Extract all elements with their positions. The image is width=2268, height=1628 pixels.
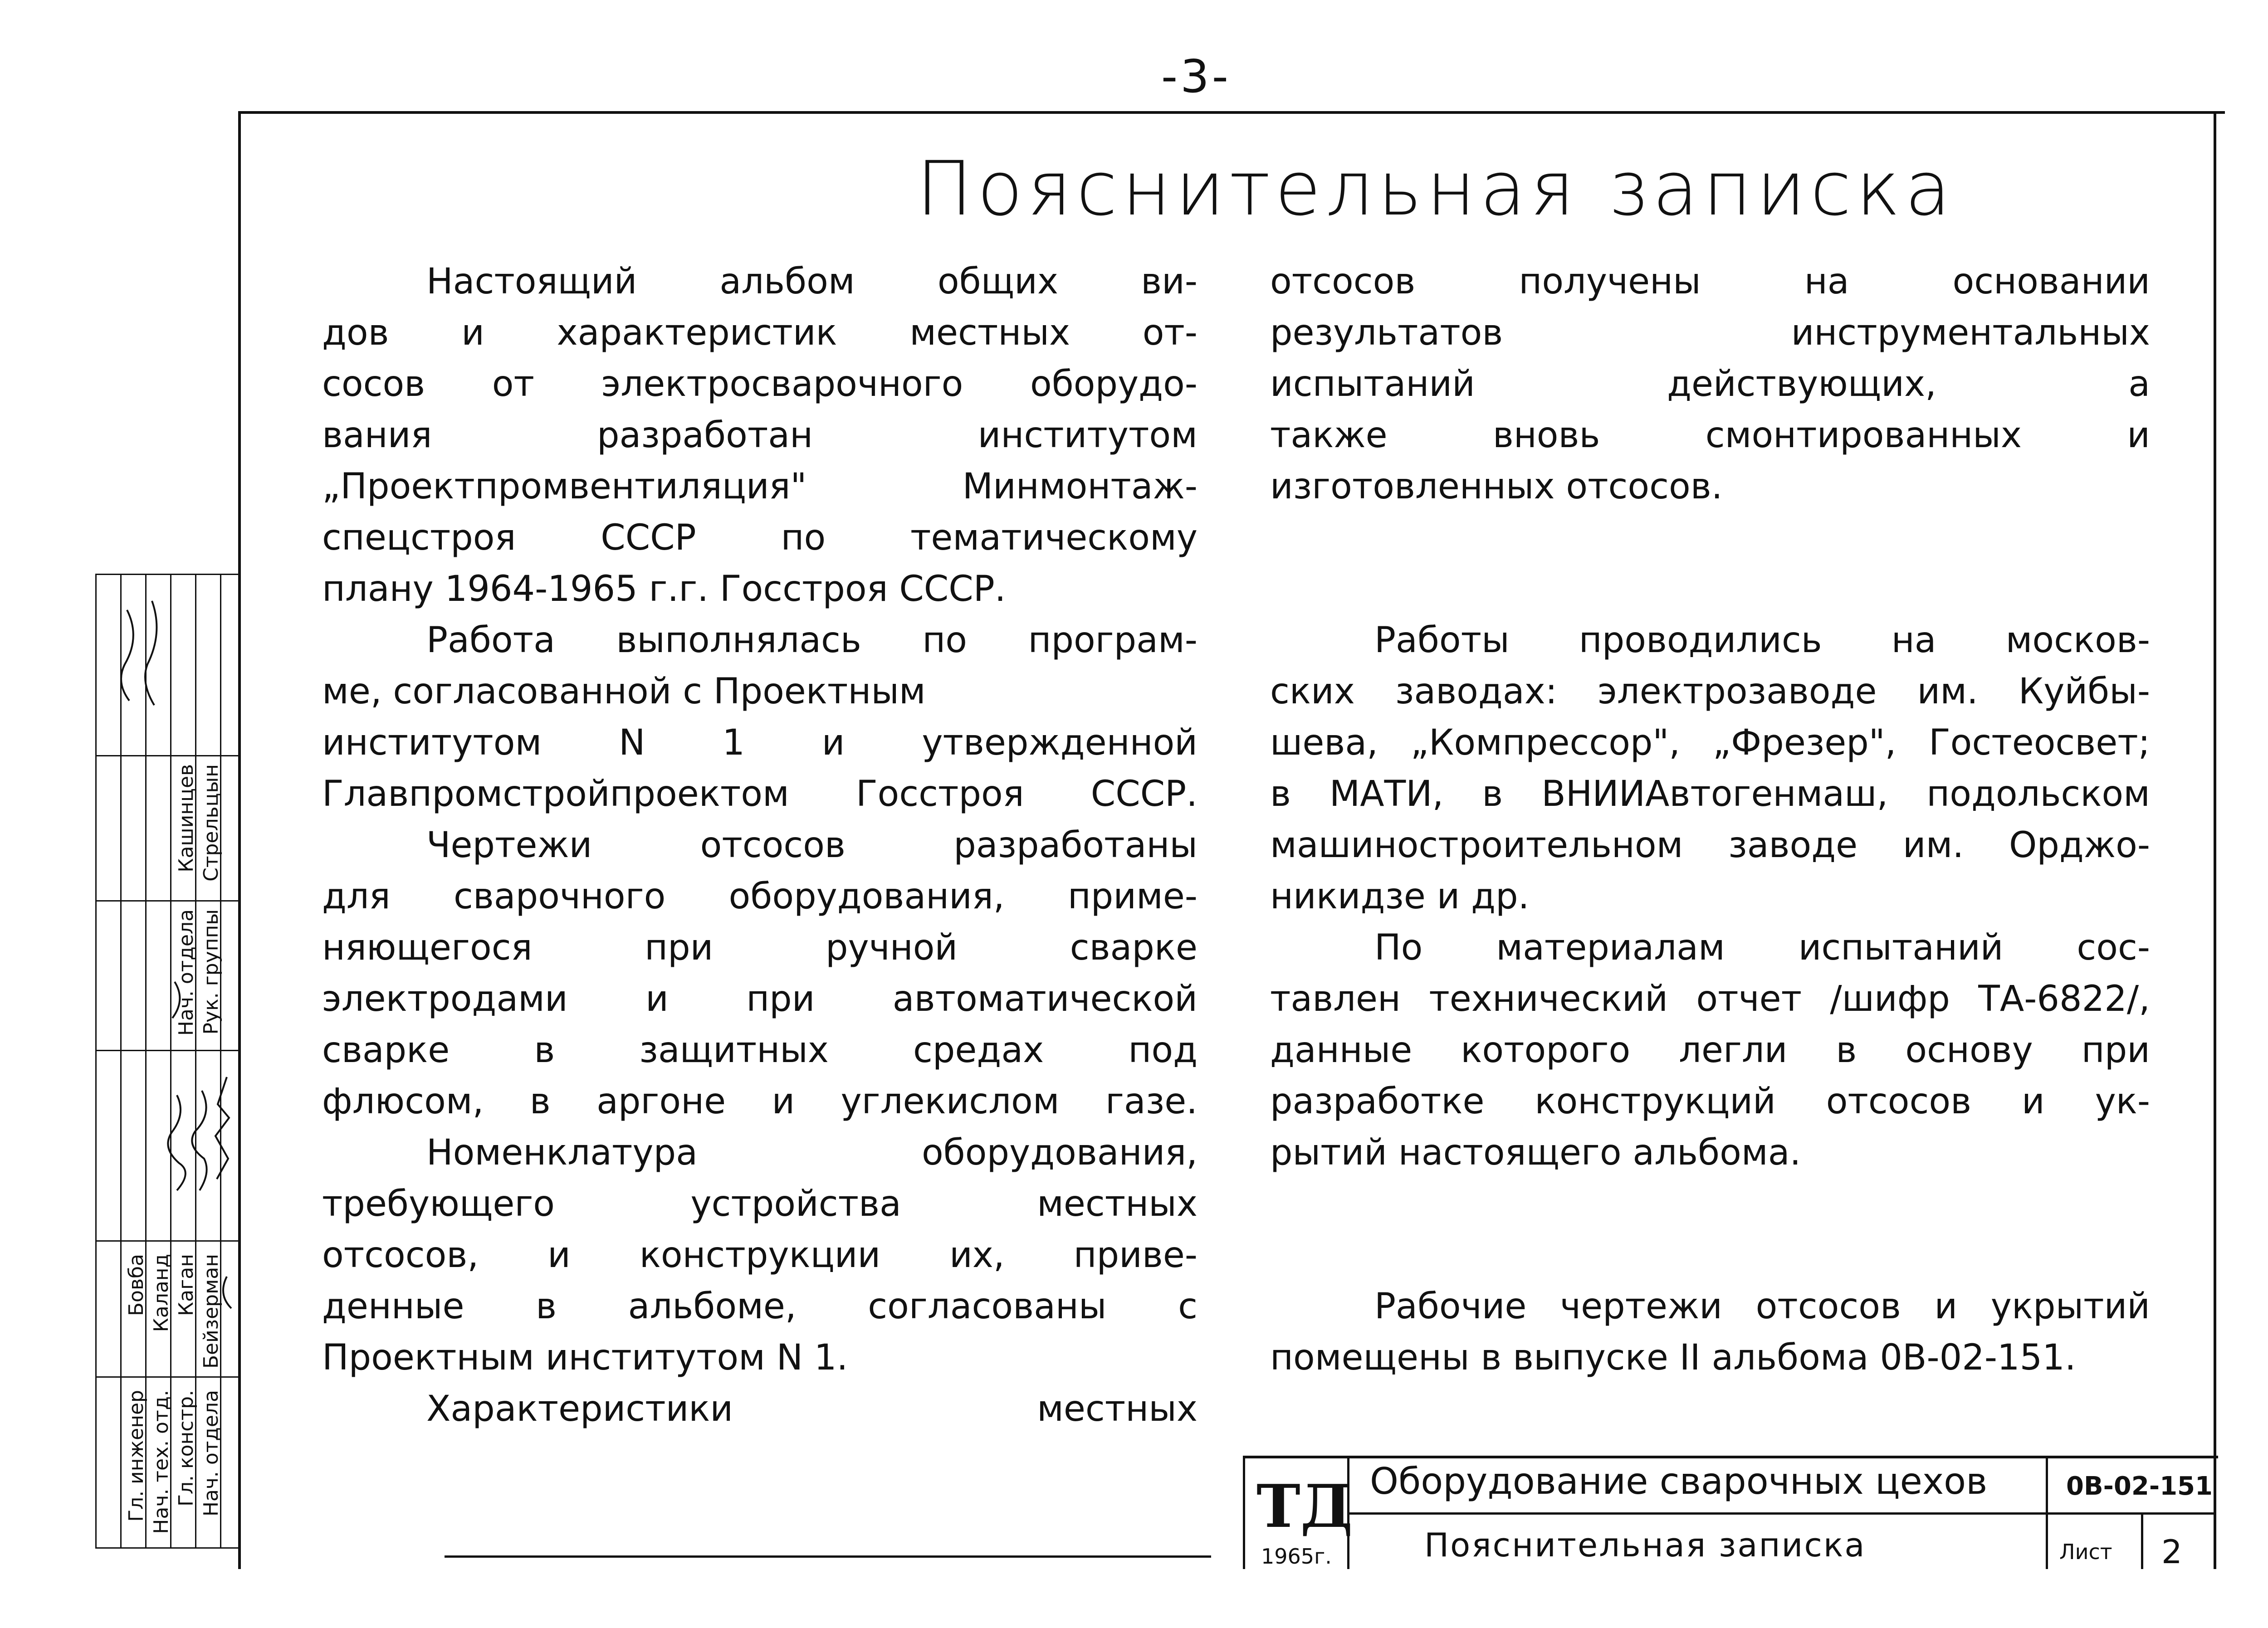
approval-role-1: Гл. инженер [125, 1390, 148, 1522]
text-line: ме, согласованной с Проектным [322, 671, 926, 712]
approval-upper-name-1: Кашинцев [175, 764, 198, 872]
text-line: данные которого легли в основу при [1270, 1030, 2150, 1071]
approval-name-1: Бовба [125, 1254, 148, 1316]
text-line: Проектным институтом N 1. [322, 1337, 848, 1378]
text-line: отсосов, и конструкции их, приве- [322, 1235, 1198, 1276]
text-line: испытаний действующих, а [1270, 364, 2150, 405]
approval-role-4: Нач. отдела [200, 1390, 223, 1517]
text-line: денные в альбоме, согласованы с [322, 1286, 1198, 1327]
text-line: шева, „Компрессор", „Фрезер", Гостеосвет; [1270, 722, 2150, 763]
frame-top-border [238, 111, 2225, 114]
approval-role-3: Гл. констр. [175, 1390, 198, 1506]
title-block-title-line2: Пояснительная записка [1424, 1526, 1866, 1564]
approval-upper-role-1: Нач. отдела [175, 909, 198, 1036]
title-block-sheet-number: 2 [2161, 1533, 2182, 1571]
text-line: требующего устройства местных [322, 1184, 1198, 1224]
text-line: Рабочие чертежи отсосов и укрытий [1374, 1286, 2150, 1327]
left-text-column [322, 256, 1198, 1435]
text-line: разработке конструкций отсосов и ук- [1270, 1081, 2150, 1122]
text-line: сосов от электросварочного оборудо- [322, 364, 1198, 405]
right-text-column [1270, 256, 2150, 1384]
text-line: электродами и при автоматической [322, 979, 1198, 1019]
text-line: плану 1964-1965 г.г. Госстроя СССР. [322, 569, 1006, 609]
text-line: никидзе и др. [1270, 876, 1530, 917]
text-line: машиностроительном заводе им. Орджо- [1270, 825, 2150, 866]
text-line: Чертежи отсосов разработаны [426, 825, 1198, 866]
approval-name-4: Бейзерман [200, 1254, 223, 1369]
title-block-divider-1 [1243, 1456, 1245, 1569]
text-line: няющегося при ручной сварке [322, 927, 1198, 968]
text-line: институтом N 1 и утвержденной [322, 722, 1198, 763]
text-line [1270, 564, 2150, 615]
approval-name-2: Каланд [150, 1254, 173, 1332]
text-line: „Проектпромвентиляция" Минмонтаж- [322, 466, 1198, 507]
text-line [1270, 1179, 2150, 1230]
approval-upper-role-2: Рук. группы [200, 909, 223, 1035]
text-line: в МАТИ, в ВНИИАвтогенмаш, подольском [1270, 774, 2150, 814]
text-line: Главпромстройпроектом Госстроя СССР. [322, 774, 1198, 814]
approval-name-3: Каган [175, 1254, 198, 1316]
bottom-rule [445, 1555, 1211, 1558]
text-line: Номенклатура оборудования, [426, 1132, 1198, 1173]
text-line: флюсом, в аргоне и углекислом газе. [322, 1081, 1198, 1122]
text-line: отсосов получены на основании [1270, 261, 2150, 302]
approval-strip [95, 574, 240, 1549]
document-title: Пояснительная записка [916, 145, 1955, 232]
approval-role-2: Нач. тех. отд. [150, 1390, 173, 1534]
signature-scribbles [95, 574, 240, 1549]
text-line: дов и характеристик местных от- [322, 312, 1198, 353]
text-line [1270, 1230, 2150, 1281]
page-number: -3- [1161, 50, 1231, 103]
title-block-divider-4 [2141, 1515, 2143, 1569]
text-line: изготовленных отсосов. [1270, 466, 1723, 507]
text-line: вания разработан институтом [322, 415, 1198, 456]
title-block-midline [1347, 1512, 2214, 1515]
text-line: ских заводах: электрозаводе им. Куйбы- [1270, 671, 2150, 712]
title-block-code: ТД [1256, 1472, 1353, 1541]
title-block-title-line1: Оборудование сварочных цехов [1370, 1460, 1988, 1502]
text-line: Работа выполнялась по програм- [426, 620, 1198, 661]
approval-upper-name-2: Стрельцын [200, 764, 223, 882]
title-block-sheet-label: Лист [2059, 1540, 2112, 1564]
title-block-doc-number: 0В-02-151 [2066, 1472, 2213, 1501]
text-line: сварке в защитных средах под [322, 1030, 1198, 1071]
text-line: тавлен технический отчет /шифр ТА-6822/, [1270, 979, 2150, 1019]
frame-right-border [2214, 111, 2216, 1569]
text-line [1270, 512, 2150, 564]
text-line: Настоящий альбом общих ви- [426, 261, 1198, 302]
text-line: По материалам испытаний сос- [1374, 927, 2150, 968]
text-line: Характеристики местных [426, 1389, 1198, 1429]
text-line: спецстроя СССР по тематическому [322, 517, 1198, 558]
text-line: результатов инструментальных [1270, 312, 2150, 353]
title-block-year: 1965г. [1261, 1544, 1332, 1569]
text-line: для сварочного оборудования, приме- [322, 876, 1198, 917]
text-line: помещены в выпуске II альбома 0В-02-151. [1270, 1337, 2076, 1378]
text-line: Работы проводились на москов- [1374, 620, 2150, 661]
text-line: также вновь смонтированных и [1270, 415, 2150, 456]
text-line: рытий настоящего альбома. [1270, 1132, 1801, 1173]
